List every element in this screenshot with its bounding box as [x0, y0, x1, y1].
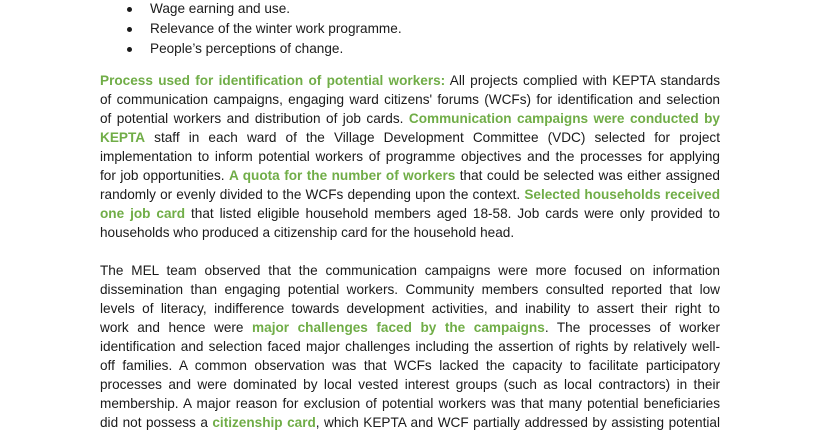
- highlighted-phrase: citizenship card: [212, 415, 316, 430]
- body-text: implementation to inform potential workers of programme objectives and the processes for applying: [100, 149, 720, 164]
- text-line: [100, 413, 720, 432]
- body-text: All projects complied with KEPTA standards: [445, 73, 720, 88]
- highlighted-phrase: one job card: [100, 206, 186, 221]
- text-line: [100, 128, 720, 147]
- bullet-item: [124, 0, 402, 19]
- highlighted-phrase: KEPTA: [100, 130, 146, 145]
- text-line: [100, 299, 720, 318]
- paragraph-mel-observations: [100, 261, 720, 432]
- text-line: [100, 223, 720, 242]
- highlighted-phrase: A quota for the number of workers: [228, 168, 456, 183]
- body-text: dissemination than engaging potential workers. Community members consulted reported that low: [100, 282, 720, 297]
- body-text: of potential workers and distribution of job cards.: [100, 111, 409, 126]
- body-text: . The processes of worker: [544, 320, 720, 335]
- bullet-item: [124, 19, 402, 39]
- body-text: processes and were dominated by local vested interest groups (such as local contractors) in their: [100, 377, 720, 392]
- bullet-item: [124, 39, 402, 59]
- body-text: levels of literacy, indifference towards development activities, and inability to assert their right to: [100, 301, 720, 316]
- text-line: [100, 375, 720, 394]
- text-line: [100, 204, 720, 223]
- body-text: off families. A common observation was that WCFs lacked the capacity to facilitate participatory: [100, 358, 720, 373]
- body-text: households who produced a citizenship card for the household head.: [100, 225, 515, 240]
- body-text: The MEL team observed that the communication campaigns were more focused on information: [100, 263, 720, 278]
- body-text: of communication campaigns, engaging ward citizens' forums (WCFs) for identification and selection: [100, 92, 720, 107]
- text-line: [100, 109, 720, 128]
- body-text: that listed eligible household members aged 18-58. Job cards were only provided to: [185, 206, 720, 221]
- text-line: [100, 71, 720, 90]
- bullet-dot-icon: [127, 47, 132, 52]
- bullet-text: Relevance of the winter work programme.: [150, 21, 402, 36]
- body-text: work and hence were: [100, 320, 253, 335]
- body-text: staff in each ward of the Village Development Committee (VDC) selected for project: [145, 130, 720, 145]
- bullet-text: People’s perceptions of change.: [150, 41, 344, 56]
- body-text: randomly or evenly divided to the WCFs depending upon the context.: [100, 187, 525, 202]
- body-text: did not possess a: [100, 415, 213, 430]
- highlighted-phrase: Selected households received: [524, 187, 721, 202]
- paragraph-worker-identification: [100, 71, 720, 242]
- body-text: membership. A major reason for exclusion of potential workers was that many potential beneficiaries: [100, 396, 720, 411]
- body-text: that could be selected was either assigned: [455, 168, 720, 183]
- bullet-list: [124, 0, 402, 59]
- text-line: [100, 185, 720, 204]
- text-line: [100, 261, 720, 280]
- bullet-dot-icon: [127, 7, 132, 12]
- text-line: [100, 337, 720, 356]
- bullet-dot-icon: [127, 27, 132, 32]
- text-line: [100, 356, 720, 375]
- text-line: [100, 394, 720, 413]
- text-line: [100, 280, 720, 299]
- body-text: , which KEPTA and WCF partially addressed by assisting potential: [315, 415, 720, 430]
- body-text: for job opportunities.: [100, 168, 229, 183]
- text-line: [100, 166, 720, 185]
- body-text: identification and selection faced major challenges including the assertion of rights by relatively well-: [100, 339, 720, 354]
- text-line: [100, 147, 720, 166]
- text-line: [100, 90, 720, 109]
- highlighted-phrase: Communication campaigns were conducted by: [408, 111, 720, 126]
- highlighted-phrase: Process used for identification of potential workers:: [100, 73, 446, 88]
- highlighted-phrase: major challenges faced by the campaigns: [252, 320, 545, 335]
- bullet-text: Wage earning and use.: [150, 1, 291, 16]
- text-line: [100, 318, 720, 337]
